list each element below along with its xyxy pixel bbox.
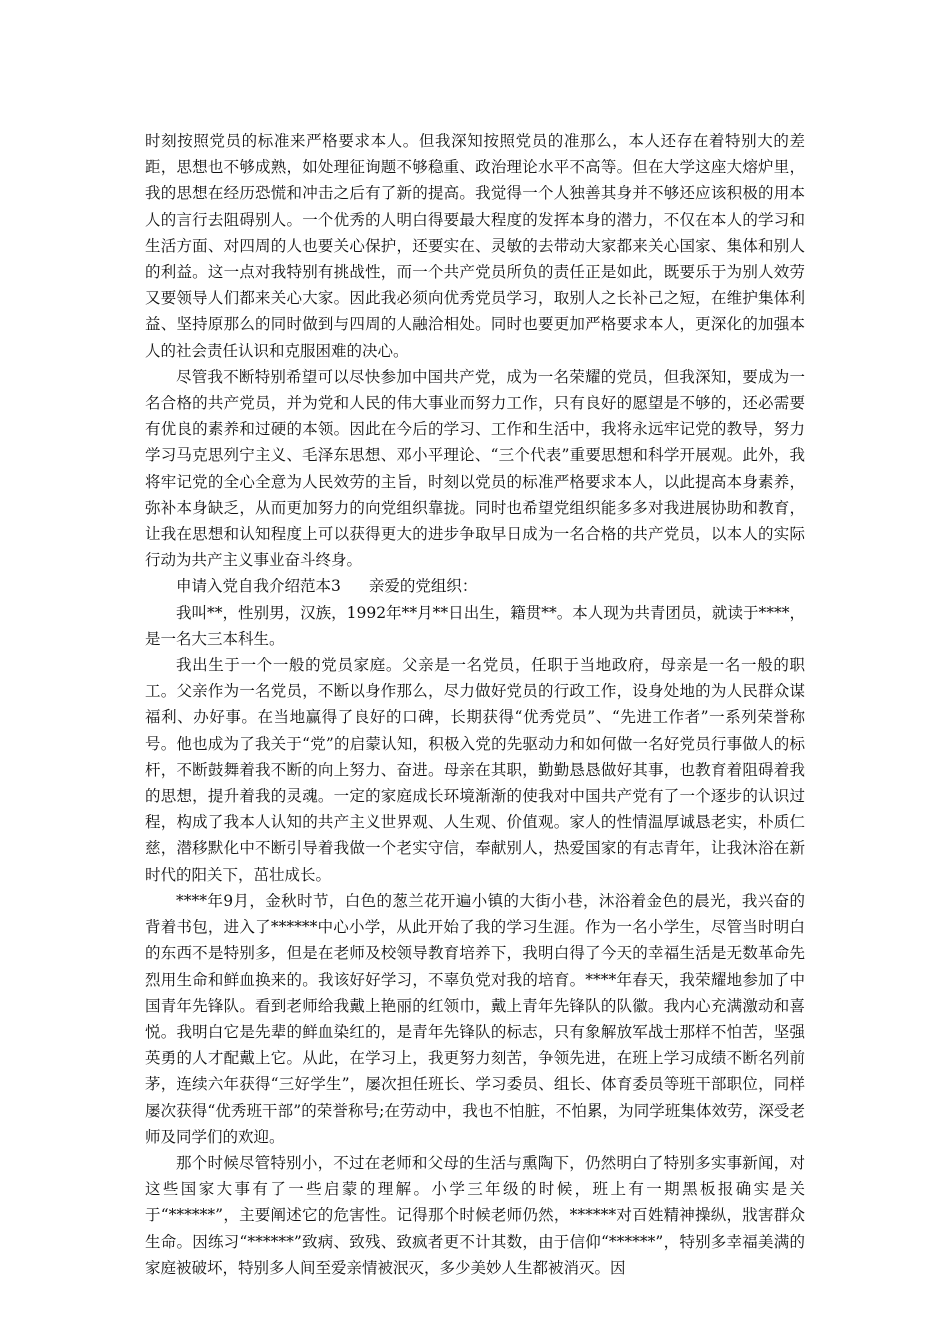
paragraph: 我叫**，性别男，汉族，1992年**月**日出生，籍贯**。本人现为共青团员，就读于****，是一名大三本科生。	[145, 603, 805, 648]
paragraph: 时刻按照党员的标准来严格要求本人。但我深知按照党员的准那么，本人还存在着特别大的差距，思想也不够成熟，如处理征询题不够稳重、政治理论水平不高等。但在大学这座大熔炉里，我的思想在经历恐慌和冲击之后有了新的提高。我觉得一个人独善其身并不够还应该积极的用本人的言行去阻碍别人。一个优秀的人明白得要最大程度的发挥本身的潜力，不仅在本人的学习和生活方面、对四周的人也要关心保护，还要实在、灵敏的去带动大家都来关心国家、集体和别人的利益。这一点对我特别有挑战性，而一个共产党员所负的责任正是如此，既要乐于为别人效劳又要领导人们都来关心大家。因此我必须向优秀党员学习，取别人之长补己之短，在维护集体利益、坚持原那么的同时做到与四周的人融洽相处。同时也要更加严格要求本人，更深化的加强本人的社会责任认识和克服困难的决心。	[145, 132, 805, 360]
section-title: 申请入党自我介绍范本3	[176, 577, 341, 596]
paragraph: 尽管我不断特别希望可以尽快参加中国共产党，成为一名荣耀的党员，但我深知，要成为一名合格的共产党员，并为党和人民的伟大事业而努力工作，只有良好的愿望是不够的，还必需要有优良的素养和过硬的本领。因此在今后的学习、工作和生活中，我将永远牢记党的教导，努力学习马克思列宁主义、毛泽东思想、邓小平理论、“三个代表”重要思想和科学开展观。此外，我将牢记党的全心全意为人民效劳的主旨，时刻以党员的标准严格要求本人，以此提高本身素养，弥补本身缺乏，从而更加努力的向党组织靠拢。同时也希望党组织能多多对我进展协助和教育，让我在思想和认知程度上可以获得更大的进步争取早日成为一名合格的共产党员，以本人的实际行动为共产主义事业奋斗终身。	[145, 367, 805, 570]
paragraph: 我出生于一个一般的党员家庭。父亲是一名党员，任职于当地政府，母亲是一名一般的职工。父亲作为一名党员，不断以身作那么，尽力做好党员的行政工作，设身处地的为人民群众谋福利、办好事。在当地赢得了良好的口碑，长期获得“优秀党员”、“先进工作者”一系列荣誉称号。他也成为了我关于“党”的启蒙认知，积极入党的先驱动力和如何做一名好党员行事做人的标杆，不断鼓舞着我不断的向上努力、奋进。母亲在其职，勤勤恳恳做好其事，也教育着阻碍着我的思想，提升着我的灵魂。一定的家庭成长环境渐渐的使我对中国共产党有了一个逐步的认识过程，构成了我本人认知的共产主义世界观、人生观、价值观。家人的性情温厚诚恳老实，朴质仁慈，潜移默化中不断引导着我做一个老实守信，奉献别人，热爱国家的有志青年，让我沐浴在新时代的阳关下，茁壮成长。	[145, 656, 805, 884]
paragraph: 那个时候尽管特别小，不过在老师和父母的生活与熏陶下，仍然明白了特别多实事新闻，对这些国家大事有了一些启蒙的理解。小学三年级的时候，班上有一期黑板报确实是关于“******”，主要阐述它的危害性。记得那个时候老师仍然，******对百姓精神操纵，戕害群众生命。因练习“******”致病、致残、致疯者更不计其数，由于信仰“******”，特别多幸福美满的家庭被破坏，特别多人间至爱亲情被泯灭，多少美妙人生都被消灭。因	[145, 1153, 805, 1277]
paragraph: ****年9月，金秋时节，白色的葱兰花开遍小镇的大街小巷，沐浴着金色的晨光，我兴奋的背着书包，进入了******中心小学，从此开始了我的学习生涯。作为一名小学生，尽管当时明白的东西不是特别多，但是在老师及校领导教育培养下，我明白得了今天的幸福生活是无数革命先烈用生命和鲜血换来的。我该好好学习，不辜负党对我的培育。****年春天，我荣耀地参加了中国青年先锋队。看到老师给我戴上艳丽的红领巾，戴上青年先锋队的队徽。我内心充满激动和喜悦。我明白它是先辈的鲜血染红的，是青年先锋队的标志，只有象解放军战士那样不怕苦，坚强英勇的人才配戴上它。从此，在学习上，我更努力刻苦，争领先进，在班上学习成绩不断名列前茅，连续六年获得“三好学生”，屡次担任班长、学习委员、组长、体育委员等班干部职位，同样屡次获得“优秀班干部”的荣誉称号;在劳动中，我也不怕脏，不怕累，为同学班集体效劳，深受老师及同学们的欢迎。	[145, 891, 805, 1146]
document-body	[145, 128, 805, 1281]
salutation: 亲爱的党组织：	[368, 577, 478, 596]
section-heading-line	[145, 573, 805, 599]
